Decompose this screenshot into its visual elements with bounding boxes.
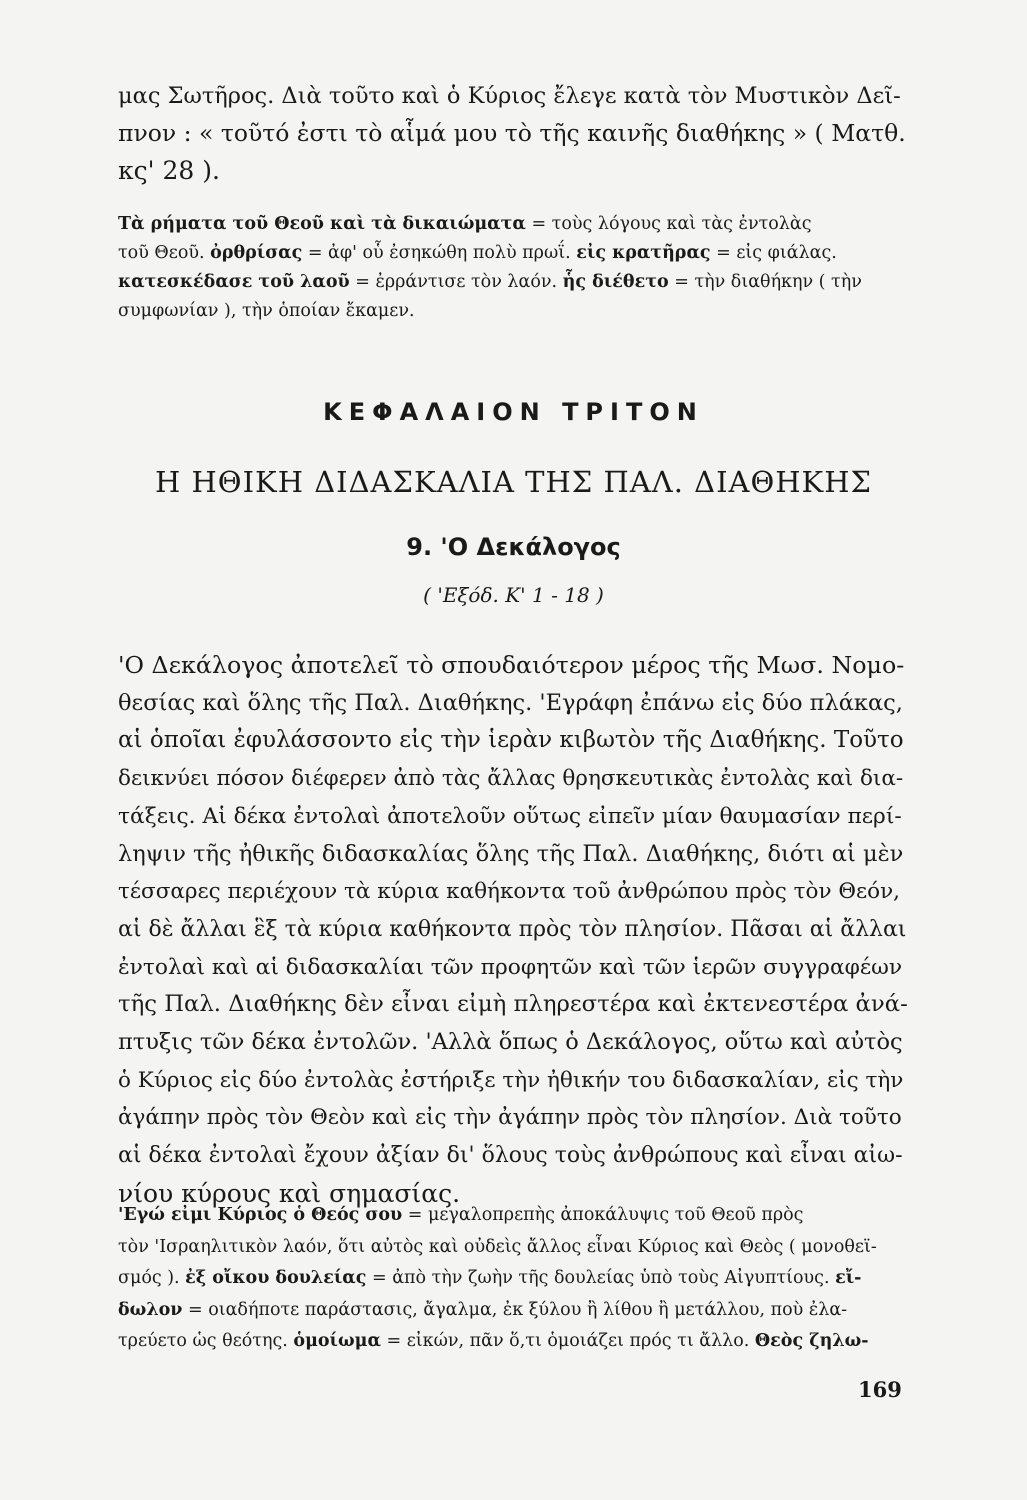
- text-line: ὁ Κύριος εἰς δύο ἐντολὰς ἐστήριξε τὴν ἠθικήν του διδασκαλίαν, εἰς τὴν: [118, 1067, 904, 1093]
- note-line: [118, 1263, 908, 1295]
- scripture-reference: ( 'Εξόδ. Κ' 1 - 18 ): [423, 583, 604, 607]
- glossary-term: εἴ-: [835, 1268, 862, 1288]
- glossary-definition: = εἰκών, πᾶν ὅ,τι ὁμοιάζει πρός τι ἄλλο.: [380, 1331, 755, 1351]
- glossary-definition: = τὴν διαθήκην ( τὴν: [668, 272, 862, 292]
- note-text: σμός ).: [118, 1268, 186, 1288]
- glossary-definition: = εἰς φιάλας.: [710, 243, 837, 263]
- glossary-term: ὀρθρίσας: [210, 243, 303, 263]
- note-line: [118, 1232, 908, 1264]
- glossary-definition: = ἀφ' οὗ ἐσηκώθη πολὺ πρωΐ.: [302, 243, 577, 263]
- note-line: [118, 297, 908, 326]
- text-line: αἱ δὲ ἄλλαι ἓξ τὰ κύρια καθήκοντα πρὸς τὸν πλησίον. Πᾶσαι αἱ ἄλλαι: [118, 916, 907, 942]
- note-line: [118, 268, 908, 297]
- note-line: [118, 1326, 908, 1358]
- glossary-note-1: [118, 210, 908, 326]
- text-line: ἀγάπην πρὸς τὸν Θεὸν καὶ εἰς τὴν ἀγάπην πρὸς τὸν πλησίον. Διὰ τοῦτο: [118, 1105, 902, 1131]
- chapter-label: ΚΕΦΑΛΑΙΟΝ ΤΡΙΤΟΝ: [323, 398, 704, 426]
- text-line: μας Σωτῆρος. Διὰ τοῦτο καὶ ὁ Κύριος ἔλεγε κατὰ τὸν Μυστικὸν Δεῖ-: [118, 83, 901, 109]
- intro-paragraph: [118, 78, 908, 189]
- glossary-term: εἰς κρατῆρας: [576, 243, 711, 263]
- text-line: δεικνύει πόσον διέφερεν ἀπὸ τὰς ἄλλας θρησκευτικὰς ἐντολὰς καὶ δια-: [118, 766, 904, 792]
- note-text: τὸν 'Ισραηλιτικὸν λαόν, ὅτι αὐτὸς καὶ οὐδεὶς ἄλλος εἶναι Κύριος καὶ Θεὸς ( μονοθεϊ-: [118, 1236, 877, 1257]
- text-line: ἐντολαὶ καὶ αἱ διδασκαλίαι τῶν προφητῶν καὶ τῶν ἱερῶν συγγραφέων: [118, 954, 903, 980]
- note-text: συμφωνίαν ), τὴν ὁποίαν ἔκαμεν.: [118, 301, 415, 321]
- text-line: 'Ο Δεκάλογος ἀποτελεῖ τὸ σπουδαιότερον μέρος τῆς Μωσ. Νομο-: [118, 651, 905, 679]
- text-line: αἱ δέκα ἐντολαὶ ἔχουν ἀξίαν δι' ὅλους τοὺς ἀνθρώπους καὶ εἶναι αἰω-: [118, 1143, 903, 1169]
- glossary-term: ὁμοίωμα: [293, 1331, 381, 1351]
- glossary-term: ἐξ οἴκου δουλείας: [185, 1268, 367, 1288]
- glossary-definition: = ἐρράντισε τὸν λαόν.: [349, 272, 563, 292]
- text-line: τῆς Παλ. Διαθήκης δὲν εἶναι εἰμὴ πληρεστέρα καὶ ἐκτενεστέρα ἀνά-: [118, 991, 908, 1018]
- note-line: [118, 239, 908, 268]
- note-line: [118, 210, 908, 239]
- glossary-definition: = οιαδήποτε παράστασις, ἄγαλμα, ἐκ ξύλου ἢ λίθου ἢ μετάλλου, ποὺ ἐλα-: [182, 1299, 848, 1320]
- note-text: τοῦ Θεοῦ.: [118, 243, 211, 263]
- glossary-term: Θεὸς ζηλω-: [754, 1331, 869, 1351]
- text-line: κς' 28 ).: [118, 156, 220, 185]
- glossary-term: δωλον: [118, 1299, 183, 1320]
- text-line: πνον : « τοῦτό ἐστι τὸ αἷμά μου τὸ τῆς καινῆς διαθήκης » ( Ματθ.: [118, 119, 906, 147]
- section-title: 9. 'Ο Δεκάλογος: [406, 533, 621, 561]
- glossary-term: κατεσκέδασε τοῦ λαοῦ: [118, 272, 350, 292]
- chapter-title: Η ΗΘΙΚΗ ΔΙΔΑΣΚΑΛΙΑ ΤΗΣ ΠΑΛ. ΔΙΑΘΗΚΗΣ: [155, 465, 872, 499]
- glossary-note-2: [118, 1200, 908, 1358]
- page-number: 169: [858, 1377, 902, 1402]
- glossary-definition: = μεγαλοπρεπὴς ἀποκάλυψις τοῦ Θεοῦ πρὸς: [402, 1205, 804, 1225]
- text-line: αἱ ὁποῖαι ἐφυλάσσοντο εἰς τὴν ἱερὰν κιβωτὸν τῆς Διαθήκης. Τοῦτο: [118, 727, 904, 754]
- text-line: θεσίας καὶ ὅλης τῆς Παλ. Διαθήκης. 'Εγράφη ἐπάνω εἰς δύο πλάκας,: [118, 689, 903, 716]
- text-line: ληψιν τῆς ἠθικῆς διδασκαλίας ὅλης τῆς Παλ. Διαθήκης, διότι αἱ μὲν: [118, 840, 904, 867]
- note-text: τρεύετο ὡς θεότης.: [118, 1331, 294, 1351]
- note-line: [118, 1200, 908, 1232]
- text-line: τάξεις. Αἱ δέκα ἐντολαὶ ἀποτελοῦν οὕτως εἰπεῖν μίαν θαυμασίαν περί-: [118, 803, 902, 829]
- glossary-definition: = τοὺς λόγους καὶ τὰς ἐντολὰς: [525, 214, 812, 234]
- text-line: νίου κύρους καὶ σημασίας.: [118, 1178, 461, 1208]
- text-line: πτυξις τῶν δέκα ἐντολῶν. 'Αλλὰ ὅπως ὁ Δεκάλογος, οὕτω καὶ αὐτὸς: [118, 1029, 903, 1056]
- main-paragraph: [118, 647, 908, 1213]
- glossary-term: 'Εγώ εἰμι Κύριος ὁ Θεός σου: [118, 1205, 403, 1225]
- glossary-term: ἧς διέθετο: [562, 272, 669, 292]
- glossary-definition: = ἀπὸ τὴν ζωὴν τῆς δουλείας ὑπὸ τοὺς Αἰγυπτίους.: [366, 1268, 836, 1288]
- note-line: [118, 1295, 908, 1327]
- glossary-term: Τὰ ρήματα τοῦ Θεοῦ καὶ τὰ δικαιώματα: [118, 214, 526, 234]
- text-line: τέσσαρες περιέχουν τὰ κύρια καθήκοντα τοῦ ἀνθρώπου πρὸς τὸν Θεόν,: [118, 879, 901, 905]
